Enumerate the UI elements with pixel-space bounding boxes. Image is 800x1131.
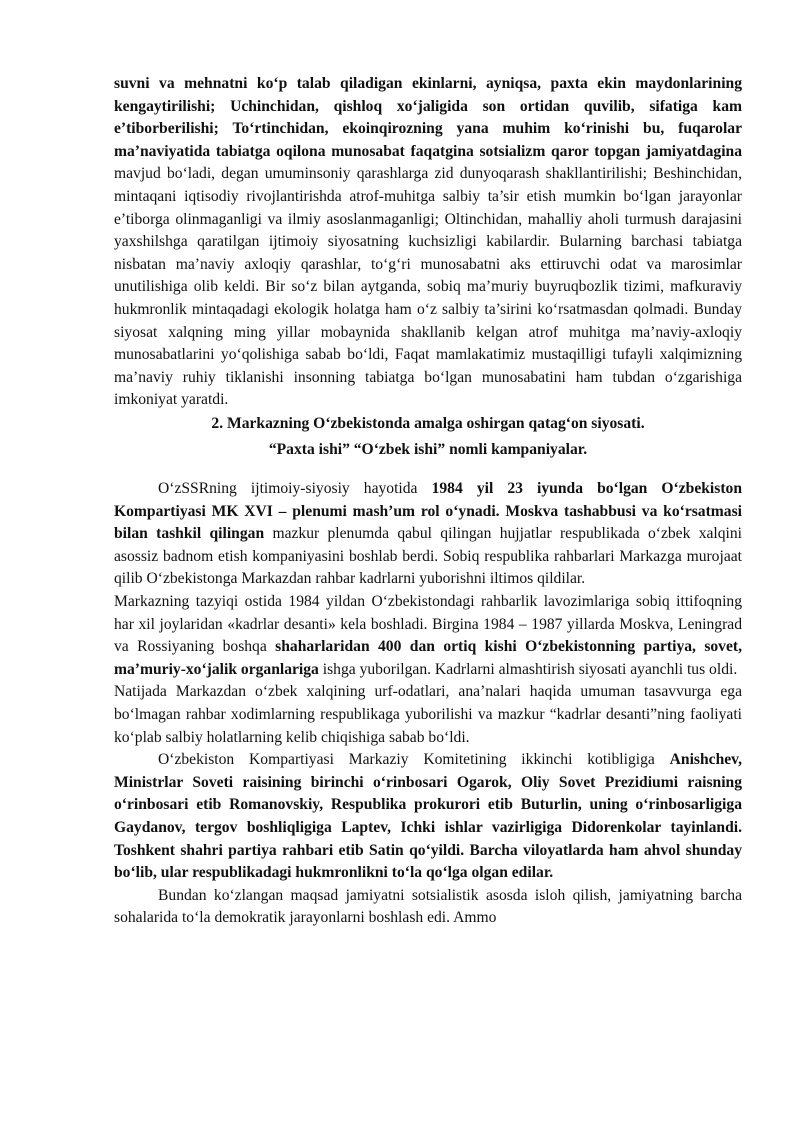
p3-run-2: ishga yuborilgan. Kadrlarni almashtirish siyosati ayanchli tus oldi. bbox=[318, 660, 738, 678]
section-heading-line1: 2. Markazning O‘zbekistonda amalga oshirgan qatag‘on siyosati. bbox=[211, 414, 645, 432]
paragraph-cadre-landing bbox=[114, 591, 742, 681]
paragraph-reform-aim bbox=[114, 885, 742, 930]
p5-run-1: Anishchev, Ministrlar Soveti raisining birinchi o‘rinbosari Ogarok, Oliy Sovet Prezidiumi raisning o‘rinbosari etib Romanovskiy, Respublika prokurori etib Buturlin, uning o‘rinbosarligiga Gaydanov, tergov boshliqligiga Laptev, Ichki ishlar vazirligiga Didorenkolar tayinlandi. Toshkent shahri partiya rahbari etib Satin qo‘yildi. Barcha viloyatlarda ham ahvol shunday bo‘lib, ular respublikadagi hukmronlikni to‘la qo‘lga olgan edilar. bbox=[114, 751, 742, 882]
p6-run-0: Bundan ko‘zlangan maqsad jamiyatni sotsialistik asosda isloh qilish, jamiyatning barcha sohalarida to‘la demokratik jarayonlarni boshlash edi. Ammo bbox=[114, 886, 742, 927]
section-heading-line2: “Paxta ishi” “O‘zbek ishi” nomli kampaniyalar. bbox=[268, 440, 588, 458]
p1-run-0: suvni va mehnatni ko‘p talab qiladigan ekinlarni, ayniqsa, paxta ekin maydonlarining kengaytirilishi; Uchinchidan, qishloq xo‘jaligida son ortidan quvilib, sifatiga kam e’tiborberilishi; To‘rtinchidan, ekoinqirozning yana muhim ko‘rinishi bu, fuqarolar ma’naviyatida tabiatga oqilona munosabat faqatgina sotsializm qaror topgan jamiyatdagina bbox=[114, 75, 742, 160]
p2-run-1: 1984 yil 23 iyunda bo‘lgan O‘zbekiston Kompartiyasi MK XVI – plenumi mash’um rol o‘ynadi. Moskva tashabbusi va ko‘rsatmasi bilan tashkil qilingan bbox=[114, 480, 742, 543]
p3-run-0: Markazning tazyiqi ostida 1984 yildan O‘zbekistondagi rahbarlik lavozimlariga sobiq ittifoqning har xil joylaridan «kadrlar desanti» kela boshladi. Birgina 1984 – 1987 yillarda Moskva, Leningrad va Rossiyaning boshqa bbox=[114, 593, 742, 656]
paragraph-consequences bbox=[114, 681, 742, 749]
p3-run-1: shaharlaridan 400 dan ortiq kishi O‘zbekistonning partiya, sovet, ma’muriy-xo‘jalik organlariga bbox=[114, 638, 742, 678]
document-page bbox=[114, 73, 742, 930]
paragraph-appointments bbox=[114, 749, 742, 885]
p2-run-2: mazkur plenumda qabul qilingan hujjatlar respublikada o‘zbek xalqini asossiz badnom etish kompaniyasini boshlab berdi. Sobiq respublika rahbarlari Markazga murojaat qilib O‘zbekistonga Markazdan rahbar kadrlarni yuborishni iltimos qildilar. bbox=[114, 525, 743, 588]
paragraph-ecology-causes bbox=[114, 73, 742, 412]
p4-run-0: Natijada Markazdan o‘zbek xalqining urf-odatlari, ana’nalari haqida umuman tasavvurga ega bo‘lmagan rahbar xodimlarning respublikaga yuborilishi va mazkur “kadrlar desanti”ning faoliyati ko‘plab salbiy holatlarning kelib chiqishiga sabab bo‘ldi. bbox=[114, 683, 742, 746]
p5-run-0: O‘zbekiston Kompartiyasi Markaziy Komitetining ikkinchi kotibligiga bbox=[158, 751, 670, 769]
paragraph-plenum bbox=[114, 478, 742, 591]
p2-run-0: O‘zSSRning ijtimoiy-siyosiy hayotida bbox=[158, 480, 432, 498]
p1-run-1: mavjud bo‘ladi, degan umuminsoniy qarashlarga zid dunyoqarash shakllantirilishi; Beshinchidan, mintaqani iqtisodiy rivojlantirishda atrof-muhitga salbiy ta’sir etish mumkin bo‘lgan jarayonlar e’tiborga olinmaganligi va ilmiy asoslanmaganligi; Oltinchidan, mahalliy aholi turmush darajasini yaxshilshga qaratilgan ijtimoiy siyosatning kuchsizligi kabilardir. Bularning barchasi tabiatga nisbatan ma’naviy axloqiy qarashlar, to‘g‘ri munosabatni aks ettiruvchi odat va marosimlar unutilishiga olib keldi. Bir so‘z bilan aytganda, sobiq ma’muriy buyruqbozlik tizimi, mafkuraviy hukmronlik mintaqadagi ekologik holatga ham o‘z salbiy ta’sirini ko‘rsatmasdan qolmadi. Bunday siyosat xalqning ming yillar mobaynida shakllanib kelgan atrof muhitga ma’naviy-axloqiy munosabatlarini yo‘qolishiga sabab bo‘ldi, Faqat mamlakatimiz mustaqilligi tufayli xalqimizning ma’naviy ruhiy tiklanishi insonning tabiatga bo‘lgan munosabatini ham tubdan o‘zgarishiga imkoniyat yaratdi. bbox=[114, 165, 742, 409]
